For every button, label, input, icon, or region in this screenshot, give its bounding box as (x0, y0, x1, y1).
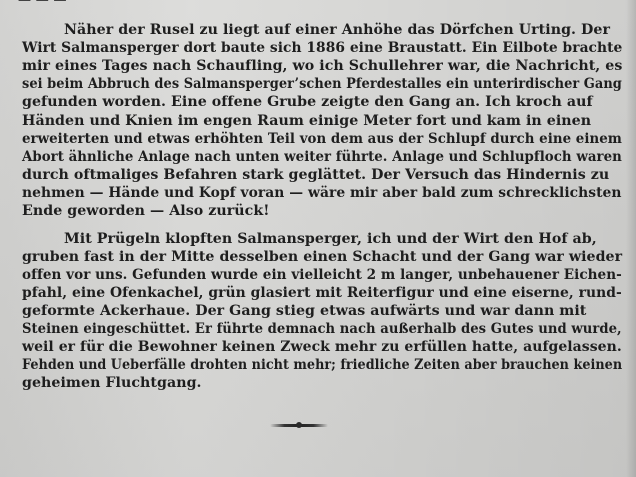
text-line: weil er für die Bewohner keinen Zweck mehr zu erfüllen hatte, aufgelassen. (22, 339, 622, 355)
text-line: Mit Prügeln klopften Salmansperger, ich und der Wirt den Hof ab, (64, 231, 597, 247)
text-line: mir eines Tages nach Schaufling, wo ich Schullehrer war, die Nachricht, es (22, 58, 623, 74)
text-line: offen vor uns. Gefunden wurde ein vielleicht 2 m langer, unbehauener Eichen- (22, 267, 622, 283)
text-line: gruben fast in der Mitte desselben einen Schacht und der Gang war wieder (22, 249, 623, 265)
text-line: Fehden und Ueberfälle drohten nicht mehr; friedliche Zeiten aber brauchen keinen (22, 357, 623, 373)
text-line: durch oftmaliges Befahren stark geglättet. Der Versuch das Hindernis zu (22, 167, 610, 183)
text-line: sei beim Abbruch des Salmansperger’schen Pferdestalles ein unterirdischer Gang (22, 76, 622, 92)
divider-dot (296, 422, 302, 428)
text-line: Steinen eingeschüttet. Er führte demnach nach außerhalb des Gutes und wurde, (22, 321, 622, 337)
text-line: gefunden worden. Eine offene Grube zeigte den Gang an. Ich kroch auf (22, 94, 593, 110)
top-cut-fragment: — — — (18, 0, 67, 8)
text-line: Händen und Knien im engen Raum einige Meter fort und kam in einen (22, 113, 592, 129)
text-line: erweiterten und etwas erhöhten Teil von dem aus der Schlupf durch eine einem (22, 131, 622, 147)
page-edge-shadow (626, 0, 636, 477)
text-line: Näher der Rusel zu liegt auf einer Anhöhe das Dörfchen Urting. Der (64, 22, 610, 38)
text-line: nehmen — Hände und Kopf voran — wäre mir aber bald zum schrecklichsten (22, 185, 622, 201)
text-line: geheimen Fluchtgang. (22, 375, 202, 391)
text-line: Wirt Salmansperger dort baute sich 1886 eine Braustatt. Ein Eilbote brachte (22, 40, 623, 56)
text-line: pfahl, eine Ofenkachel, grün glasiert mit Reiterfigur und eine eiserne, rund- (22, 285, 622, 301)
text-line: geformte Ackerhaue. Der Gang stieg etwas aufwärts und war dann mit (22, 303, 587, 319)
text-line: Ende geworden — Also zurück! (22, 203, 270, 219)
text-line: Abort ähnliche Anlage nach unten weiter führte. Anlage und Schlupfloch waren (22, 149, 622, 165)
